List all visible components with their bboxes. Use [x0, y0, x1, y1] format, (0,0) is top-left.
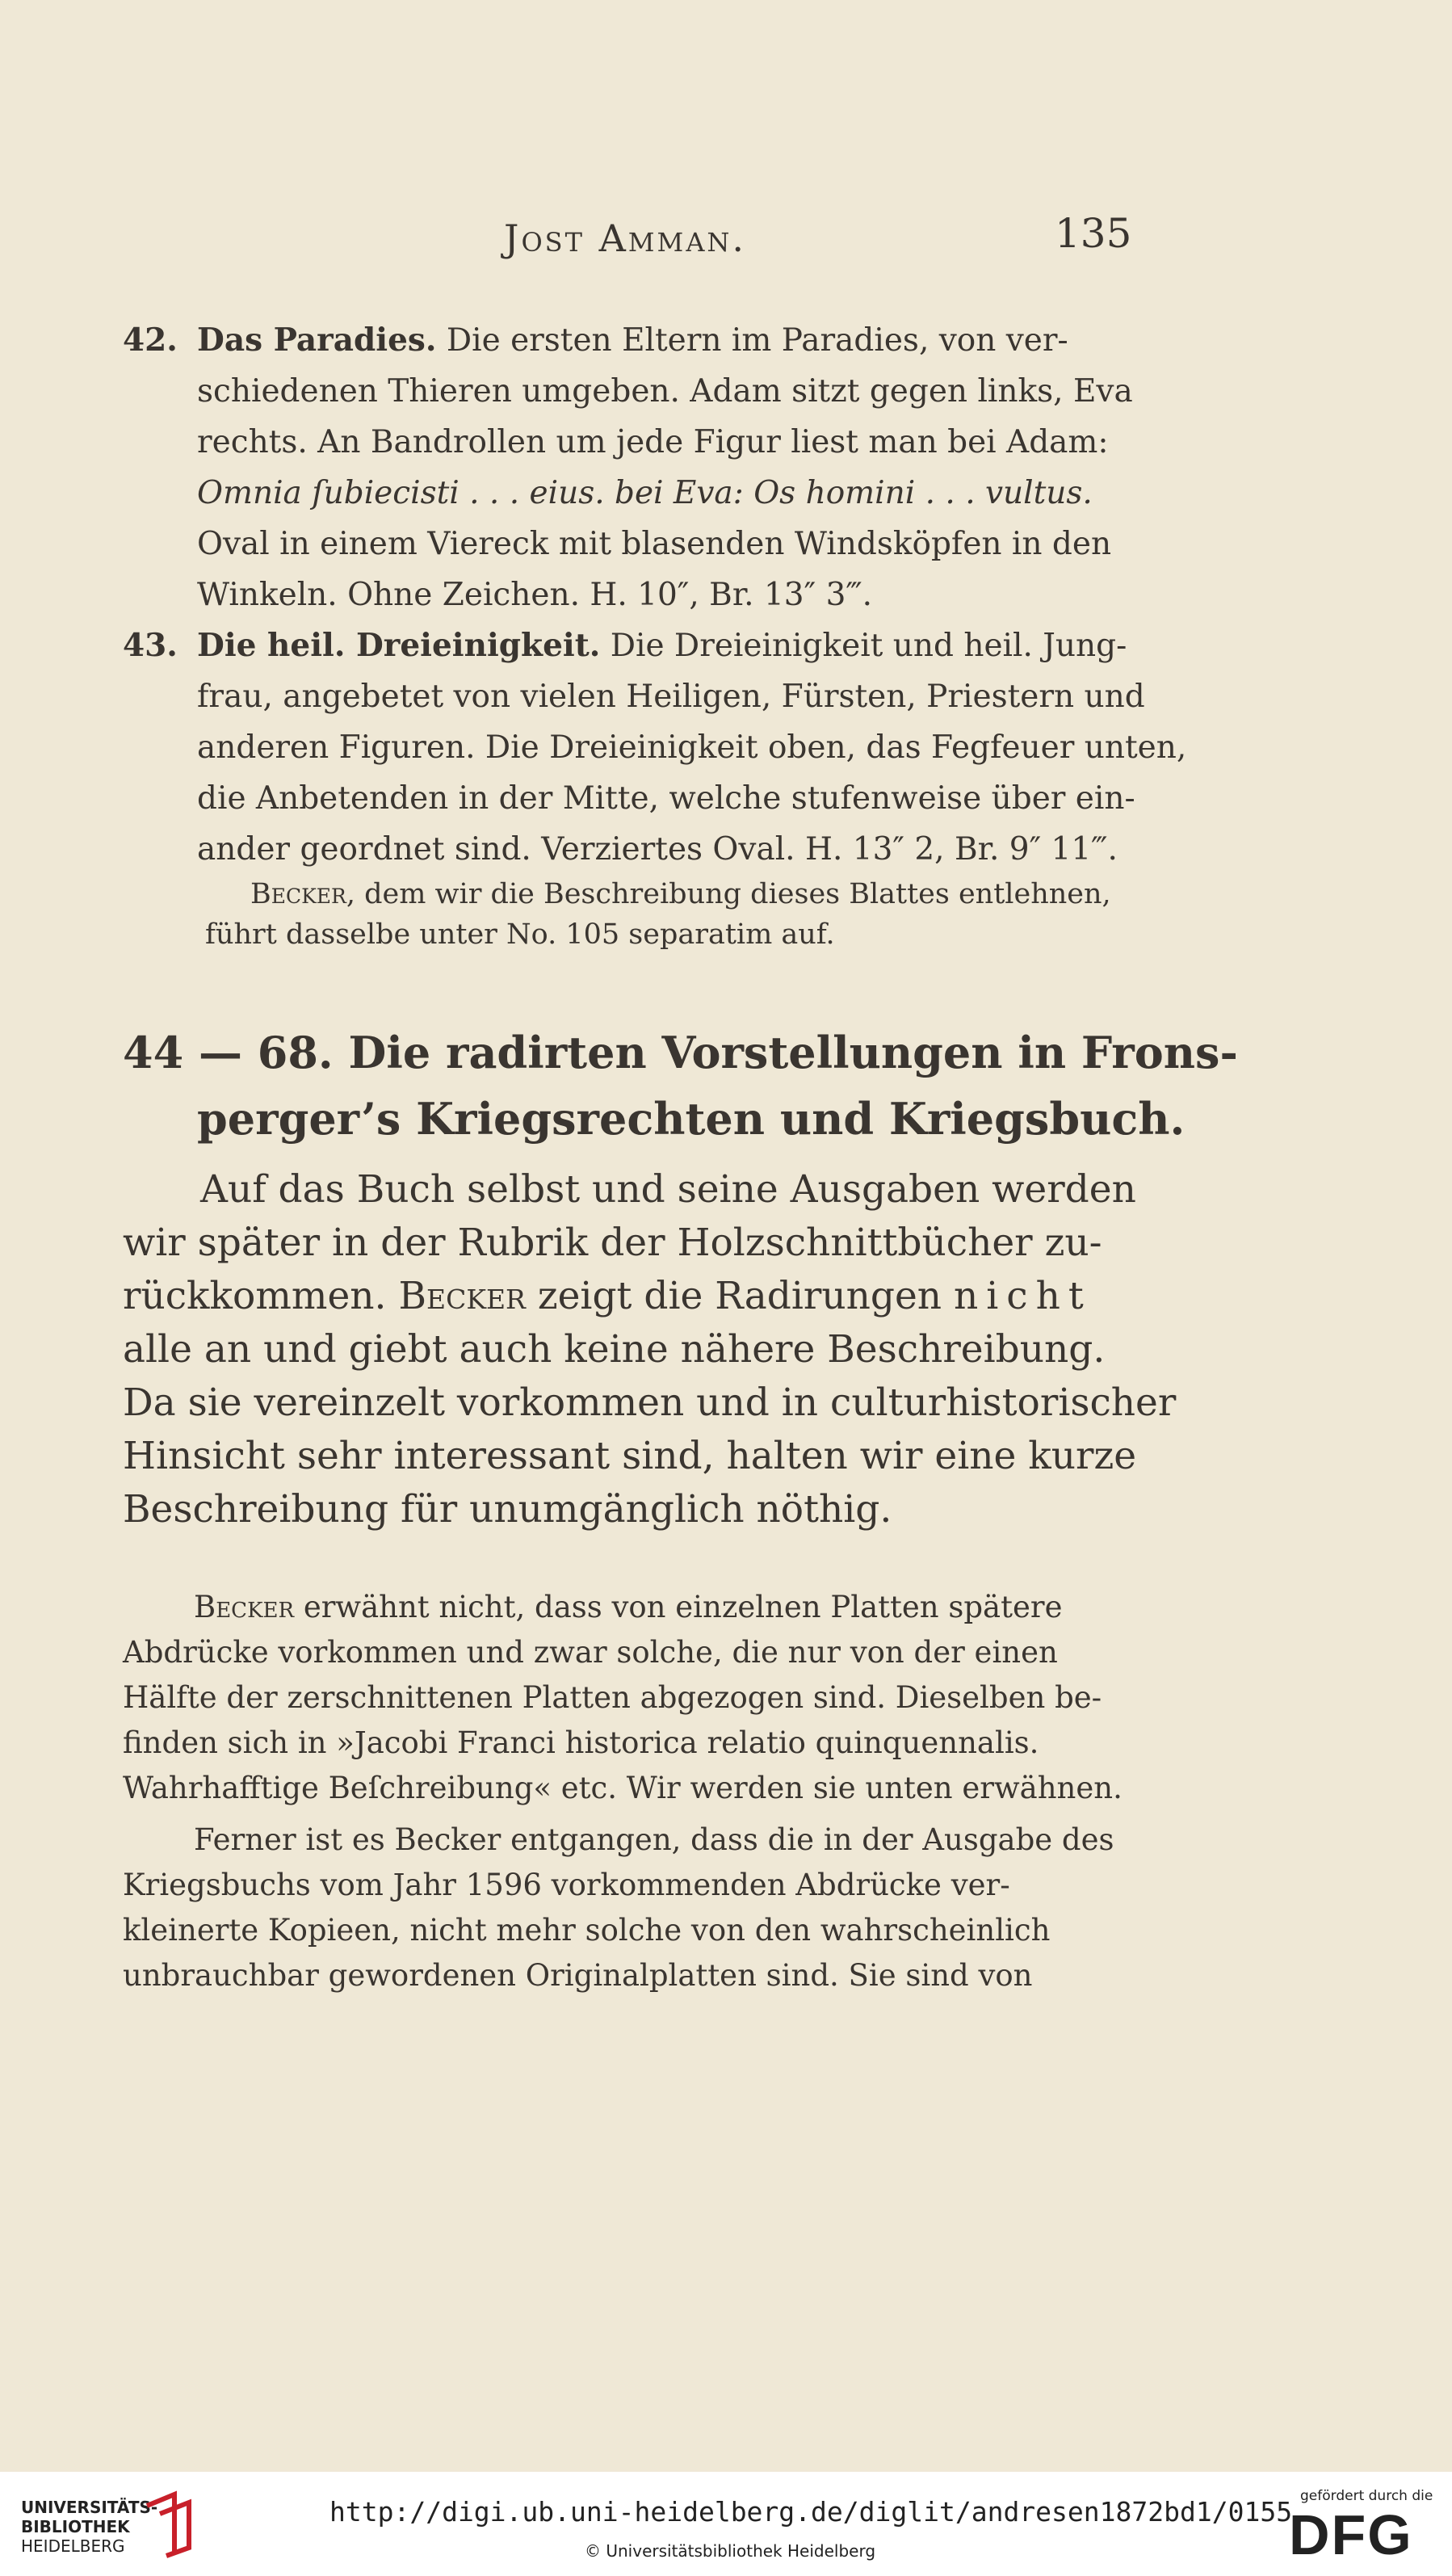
heading-line: 44 — 68. Die radirten Vorstellungen in Frons-: [123, 1027, 1238, 1078]
page-number: 135: [1055, 210, 1132, 257]
entry-43-note: [123, 874, 1153, 955]
paragraph-line: kleinerte Kopieen, nicht mehr solche von den wahrscheinlich: [123, 1913, 1051, 1948]
paragraph-line: Abdrücke vorkommen und zwar solche, die nur von der einen: [123, 1635, 1058, 1670]
entry-42: [123, 315, 1153, 620]
library-logo-icon: [142, 2490, 200, 2559]
paragraph-line: Ferner ist es Becker entgangen, dass die in der Ausgabe des: [194, 1822, 1114, 1857]
entry-line: anderen Figuren. Die Dreieinigkeit oben, das Fegfeuer unten,: [197, 729, 1187, 766]
funding-label: gefördert durch die: [1300, 2488, 1433, 2504]
entry-line: Oval in einem Viereck mit blasenden Windsköpfen in den: [197, 526, 1112, 562]
entry-line: ander geordnet sind. Verziertes Oval. H. 13″ 2, Br. 9″ 11‴.: [197, 831, 1118, 868]
paragraph-line: erwähnt nicht, dass von einzelnen Platten spätere: [303, 1590, 1063, 1624]
copyright-text: © Universitätsbibliothek Heidelberg: [585, 2541, 876, 2561]
paragraph-line: Hinsicht sehr interessant sind, halten wir eine kurze: [123, 1434, 1137, 1478]
entry-number: 43.: [123, 627, 178, 664]
paragraph-line: Kriegsbuchs vom Jahr 1596 vorkommenden Abdrücke ver-: [123, 1868, 1010, 1902]
author-name: Becker: [250, 878, 346, 910]
entry-line: Die ersten Eltern im Paradies, von ver-: [446, 322, 1068, 359]
paragraph-line: Auf das Buch selbst und seine Ausgaben werden: [200, 1167, 1136, 1212]
paragraph-line: Hälfte der zerschnittenen Platten abgezogen sind. Dieselben be-: [123, 1680, 1102, 1715]
note-line: führt dasselbe unter No. 105 separatim auf.: [205, 918, 835, 951]
entry-line: Winkeln. Ohne Zeichen. H. 10″, Br. 13″ 3‴.: [197, 577, 873, 613]
note-line: , dem wir die Beschreibung dieses Blattes entlehnen,: [346, 878, 1111, 910]
paragraph-line: Wahrhafftige Beſchreibung« etc. Wir werden sie unten erwähnen.: [123, 1771, 1123, 1805]
paragraph-line: finden sich in »Jacobi Franci historica relatio quinquennalis.: [123, 1725, 1039, 1760]
section-heading: [123, 1019, 1238, 1152]
permalink-link[interactable]: http://digi.ub.uni-heidelberg.de/diglit/andresen1872bd1/0155: [329, 2496, 1293, 2528]
paragraph-line: wir später in der Rubrik der Holzschnittbücher zu-: [123, 1221, 1102, 1265]
entry-line: frau, angebetet von vielen Heiligen, Fürsten, Priestern und: [197, 679, 1145, 715]
dfg-logo: DFG: [1289, 2503, 1413, 2566]
entry-line: die Anbetenden in der Mitte, welche stufenweise über ein-: [197, 780, 1135, 817]
entry-line: Omnia ſubiecisti . . . eius. bei Eva: Os homini . . . vultus.: [197, 475, 1093, 511]
heading-line: perger’s Kriegsrechten und Kriegsbuch.: [197, 1093, 1186, 1145]
entry-line: Die Dreieinigkeit und heil. Jung-: [610, 628, 1127, 664]
paragraph-line: rückkommen. Becker zeigt die Radirungen nicht: [123, 1274, 1092, 1318]
running-head: [0, 210, 1452, 265]
footer-bar: [0, 2472, 1452, 2576]
entry-line: schiedenen Thieren umgeben. Adam sitzt gegen links, Eva: [197, 373, 1133, 410]
entry-number: 42.: [123, 321, 178, 359]
author-name: Becker: [194, 1590, 295, 1624]
running-head-title: Jost Amman.: [504, 216, 747, 260]
paragraph-line: alle an und giebt auch keine nähere Beschreibung.: [123, 1327, 1106, 1372]
paragraph-line: Da sie vereinzelt vorkommen und in culturhistorischer: [123, 1380, 1177, 1425]
entry-title: Das Paradies.: [197, 321, 437, 359]
emphasis: nicht: [954, 1274, 1092, 1318]
entry-line: rechts. An Bandrollen um jede Figur liest man bei Adam:: [197, 424, 1109, 460]
entry-43: [123, 620, 1187, 875]
paragraph-2: [123, 1585, 1153, 1811]
paragraph-1: [123, 1163, 1177, 1536]
library-name: UNIVERSITÄTS- BIBLIOTHEK HEIDELBERG: [21, 2498, 158, 2556]
paragraph-3: [123, 1817, 1153, 1998]
paragraph-line: Beschreibung für unumgänglich nöthig.: [123, 1487, 892, 1532]
author-name: Becker: [398, 1274, 526, 1318]
entry-title: Die heil. Dreieinigkeit.: [197, 627, 601, 664]
paragraph-line: unbrauchbar gewordenen Originalplatten sind. Sie sind von: [123, 1958, 1033, 1993]
